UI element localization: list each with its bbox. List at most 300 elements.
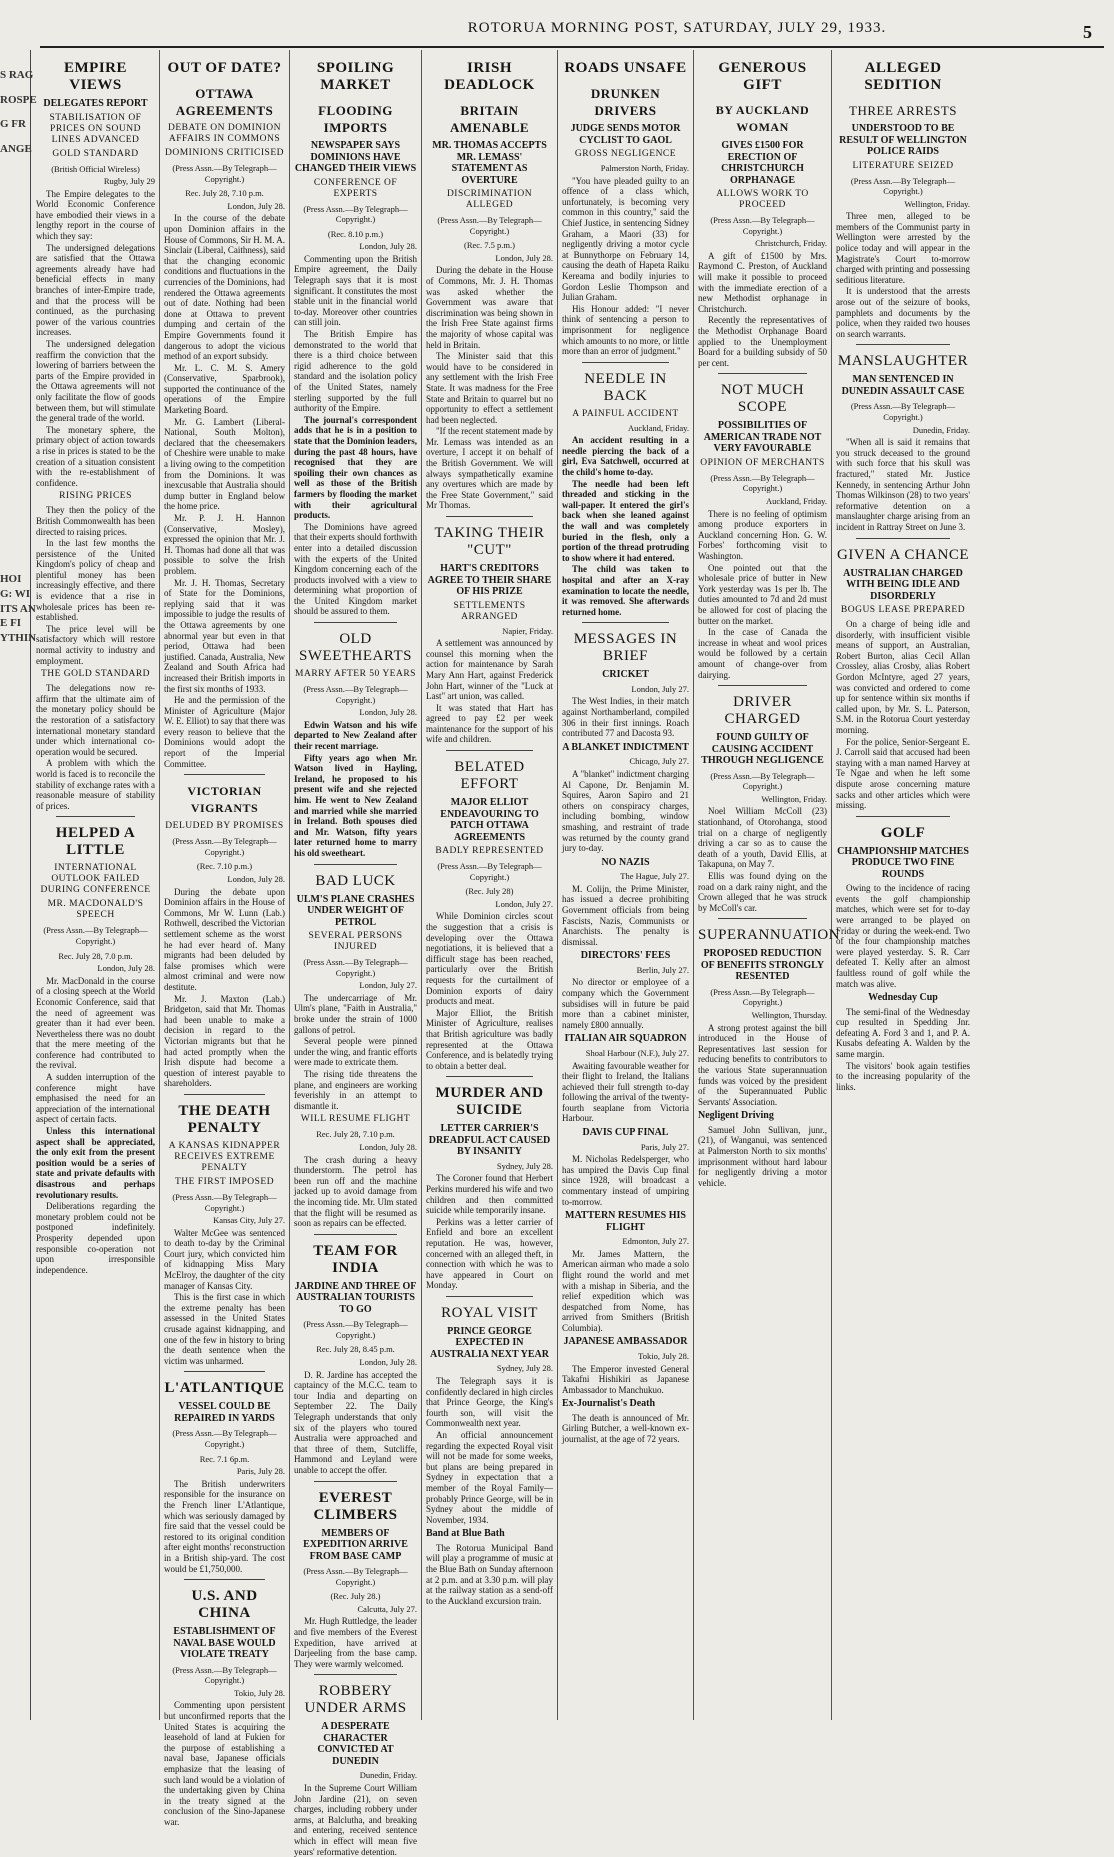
article-body — [562, 696, 689, 738]
article-body-bold — [294, 415, 417, 521]
divider — [718, 373, 807, 374]
credit-line: (British Official Wireless) — [51, 163, 140, 174]
brief-subhead: A BLANKET INDICTMENT — [562, 741, 689, 753]
article-body — [562, 884, 689, 948]
received-line: (Rec. 7.5 p.m.) — [464, 240, 515, 251]
article-body — [562, 1154, 689, 1207]
paragraph: The undercarriage of Mr. Ulm's plane, "Faith in Australia," broke under the strain of 1000 gallons of petrol. — [294, 992, 417, 1035]
article-body — [698, 806, 827, 913]
paragraph: The death is announced of Mr. Girling Butcher, a well-known ex-journalist, at the age of 72 years. — [562, 1412, 689, 1445]
headline: ROBBERY UNDER ARMS — [304, 1683, 407, 1717]
headline: MURDER AND SUICIDE — [435, 1085, 544, 1119]
paragraph: Owing to the incidence of racing events the golf championship matches, which were set for to-day were arranged to be played on Friday or during the week-end. Two of the four championship matches were played yesterday. S. R. Carr defeated T. Kelly after an almost faultless round of golf while the match was alive. — [836, 883, 970, 989]
paragraph: The Minister said that this would have to be considered in any settlement with the Irish Free State. It was madness for the Free State and Britain to quarrel but no opportunity to effect a settlement had been neglected. — [426, 351, 553, 425]
dateline: London, July 28. — [97, 963, 155, 974]
subheadline: THE FIRST IMPOSED — [174, 1176, 275, 1187]
brief-subhead: JAPANESE AMBASSADOR — [563, 1336, 688, 1348]
article-body — [294, 1370, 417, 1476]
brief-subhead: NO NAZIS — [601, 856, 650, 868]
divider — [582, 362, 669, 363]
brief-subhead: ITALIAN AIR SQUADRON — [564, 1033, 687, 1045]
subheadline: SEVERAL PERSONS INJURED — [308, 931, 403, 953]
dateline: London, July 28. — [227, 874, 285, 885]
headline: IRISH DEADLOCK — [444, 60, 535, 93]
column-4 — [422, 50, 558, 1720]
subheadline: BOGUS LEASE PREPARED — [840, 605, 966, 616]
credit-line: (Press Assn.—By Telegraph—Copyright.) — [850, 175, 956, 197]
article-body — [698, 251, 827, 369]
article-body — [36, 189, 155, 489]
credit-line: (Press Assn.—By Telegraph—Copyright.) — [710, 770, 815, 792]
dateline: Kansas City, July 27. — [213, 1215, 285, 1226]
column-5 — [558, 50, 694, 1720]
article-body — [294, 522, 417, 617]
subheadline: POSSIBILITIES OF AMERICAN TRADE NOT VERY FAVOURABLE — [703, 420, 822, 455]
section-subhead: Wednesday Cup — [868, 992, 938, 1004]
dateline: Tokio, July 28. — [638, 1350, 689, 1361]
article-body — [294, 1155, 417, 1229]
headline: TEAM FOR INDIA — [313, 1242, 398, 1276]
paragraph: Ellis was found dying on the road on a dark rainy night, and the Crown alleged that he was struck by McColl's car. — [698, 870, 827, 913]
column-7 — [832, 50, 974, 1720]
divider — [56, 816, 135, 817]
article-body — [836, 211, 970, 339]
paragraph: Major Elliot, the British Minister of Agriculture, realises that British agriculture was badly represented at the Ottawa Conference, and is belatedly trying to obtain a better deal. — [426, 1007, 553, 1071]
subheadline: MAN SENTENCED IN DUNEDIN ASSAULT CASE — [841, 374, 965, 397]
credit-line: (Press Assn.—By Telegraph—Copyright.) — [437, 215, 542, 236]
paragraph: An accident resulting in a needle piercing the back of a girl, Eva Satchwell, occurred at the child's home to-day. — [562, 435, 689, 478]
paragraph: Walter McGee was sentenced to death to-day by the Criminal Court jury, which convicted him of kidnapping Miss Mary McElroy, the daughter of the city manager of Kansas City. — [164, 1227, 285, 1291]
article-body — [562, 176, 689, 357]
paragraph: The Coroner found that Herbert Perkins murdered his wife and two children and then committed suicide while temporarily insane. — [426, 1173, 553, 1216]
paragraph: Three men, alleged to be members of the Communist party in Wellington were arrested by the police today and will appear in the Magistrate's Court to-morrow charged with printing and possessing seditious literature. — [836, 211, 970, 285]
article-body — [698, 1125, 827, 1189]
paragraph: A strong protest against the bill introduced in the House of Representatives last session for reducing benefits to contributors to the various State superannuation funds was voiced by the president of the Superannuated Public Servants' Association. — [698, 1022, 827, 1107]
subheadline: STABILISATION OF PRICES ON SOUND LINES ADVANCED — [49, 112, 142, 145]
paragraph: "You have pleaded guilty to an offence of a class which, unfortunately, is becoming very common in this country," said the Chief Justice, in sentencing Sidney Graham, a Maori (33) for negligently driving a motor cycle at Bunnythorpe on February 14, causing the death of Hapeta Raiku Kereama and bodily injuries to Gordon Leslie Thompson and Julian Graham. — [562, 175, 689, 303]
headline: ROADS UNSAFE — [564, 60, 687, 76]
subheadline: ULM'S PLANE CRASHES UNDER WEIGHT OF PETROL — [296, 893, 415, 928]
article-body — [426, 1376, 553, 1525]
edge-fragment: S RAG — [0, 69, 34, 81]
credit-line: (Press Assn.—By Telegraph—Copyright.) — [437, 861, 542, 882]
headline: BAD LUCK — [315, 872, 396, 889]
paragraph: Perkins was a letter carrier of Enfield and bore an excellent reputation. He was, however, concerned with an alleged theft, in connection with which he was to have appeared in Court on Monday. — [426, 1216, 553, 1291]
subheadline: DELUDED BY PROMISES — [165, 821, 284, 832]
divider — [314, 1234, 397, 1235]
headline: SUPERANNUATION — [698, 927, 841, 944]
subheadline: GROSS NEGLIGENCE — [574, 149, 677, 159]
article-body — [164, 1479, 285, 1574]
dateline: The Hague, July 27. — [620, 871, 689, 882]
divider — [314, 1674, 397, 1675]
dateline: Shoal Harbour (N.F.), July 27. — [585, 1047, 689, 1058]
paragraph: Awaiting favourable weather for their flight to Ireland, the Italians achieved their full strength to-day following the arrival of the twenty-fourth seaplane from Victoria Harbour. — [562, 1060, 689, 1124]
edge-fragment: ITS AN — [0, 602, 36, 615]
received-line: (Rec. 8.10 p.m.) — [327, 228, 384, 239]
subheadline: AUSTRALIAN CHARGED WITH BEING IDLE AND DISORDERLY — [843, 567, 963, 602]
paragraph: The undersigned delegation reaffirm the conviction that the lowering of barriers between the parts of the Empire provided in the Ottawa agreements will not only facilitate the flow of goods between them, but will stimulate the general trade of the world. — [36, 339, 155, 424]
headline: TAKING THEIR "CUT" — [434, 525, 545, 559]
article-body — [562, 769, 689, 854]
received-line: (Rec. July 28.) — [330, 1591, 381, 1602]
subheadline: MEMBERS OF EXPEDITION ARRIVE FROM BASE CAMP — [303, 1527, 408, 1562]
dateline: Napier, Friday. — [502, 625, 553, 636]
divider — [314, 864, 397, 865]
received-line: (Rec. July 28) — [465, 886, 514, 897]
article-body — [698, 509, 827, 681]
paragraph: M. Colijn, the Prime Minister, has issued a decree prohibiting Government officials from being Fascists, Nazis, Communists or Anarchists. The penalty is dismissal. — [562, 883, 689, 947]
paragraph: While Dominion circles scout the suggestion that a crisis is developing over the Ottawa negotiations, it is believed that a difficult stage has been reached, particularly over the British requests for the curtailment of Dominion exports of dairy products and meat. — [426, 911, 553, 1007]
article-body — [836, 883, 970, 989]
paragraph: An official announcement regarding the expected Royal visit will not be made for some weeks, but plans are being prepared in Sydney in expectation that a member of the Royal Family—probably Prince George, will be in Sydney about the middle of November, 1934. — [426, 1430, 553, 1525]
paragraph: One pointed out that the wholesale price of butter in New York yesterday was 1s per lb. The duties amounted to 7d and 2d must be allowed for cost of placing the butter on the market. — [698, 562, 827, 626]
headline: BELATED EFFORT — [454, 759, 525, 793]
dateline: Berlin, July 27. — [636, 964, 689, 975]
section-subhead: THE GOLD STANDARD — [40, 669, 151, 680]
article-body — [562, 1413, 689, 1445]
dateline: Auckland, Friday. — [627, 422, 689, 433]
article-body — [426, 1173, 553, 1291]
paragraph: The rising tide threatens the plane, and engineers are working feverishly in an attempt to dismantle it. — [294, 1069, 417, 1111]
section-subhead: RISING PRICES — [59, 491, 132, 502]
divider — [446, 750, 533, 751]
article-body — [562, 1364, 689, 1396]
article-body — [36, 505, 155, 666]
dateline: London, July 27. — [359, 980, 417, 991]
credit-line: (Press Assn.—By Telegraph—Copyright.) — [172, 163, 277, 184]
paragraph: The Telegraph says it is confidently declared in high circles that Prince George, the King's fourth son, will visit the Commonwealth next year. — [426, 1376, 553, 1429]
paragraph: The child was taken to hospital and after an X-ray examination to locate the needle, it was removed. She afterwards returned home. — [562, 564, 689, 617]
dateline: London, July 28. — [359, 241, 417, 252]
subheadline: PRINCE GEORGE EXPECTED IN AUSTRALIA NEXT YEAR — [430, 1325, 549, 1360]
paragraph: In the last few months the persistence of the United Kingdom's policy of cheap and plentiful money has been increasingly effective, and there is evidence that a rise in wholesale prices has been re-established. — [36, 538, 155, 623]
subheadline: DISCRIMINATION ALLEGED — [446, 189, 533, 210]
brief-subhead: MATTERN RESUMES HIS FLIGHT — [565, 1210, 686, 1233]
subheadline: JUDGE SENDS MOTOR CYCLIST TO GAOL — [570, 123, 681, 146]
paragraph: The British underwriters responsible for the insurance on the French liner L'Atlantique, which was seriously damaged by fire said that the vessel could be restored to its original condition after eight months' reconstruction in a British ship-yard. The cost would be £1,750,000. — [164, 1478, 285, 1574]
subheadline: HART'S CREDITORS AGREE TO THEIR SHARE OF HIS PRIZE — [427, 563, 552, 598]
headline: GENEROUS GIFT — [718, 60, 807, 93]
article-body — [164, 1228, 285, 1367]
article-body — [836, 619, 970, 811]
headline: MESSAGES IN BRIEF — [573, 631, 678, 665]
columns — [0, 50, 1114, 1857]
dateline: Paris, July 28. — [236, 1466, 285, 1477]
subheadline: JARDINE AND THREE OF AUSTRALIAN TOURISTS TO GO — [294, 1280, 417, 1315]
credit-line: (Press Assn.—By Telegraph—Copyright.) — [710, 215, 815, 236]
paragraph: For the police, Senior-Sergeant E. J. Carroll said that accused had been staying with a man named Harvey at Te Ngae and when he left some dispute arose concerning mature sacks and other articles which were missing. — [836, 736, 970, 811]
paragraph: It was stated that Hart has agreed to pay £2 per week maintenance for the support of his wife and children. — [426, 702, 553, 745]
received-line: Rec. 7.1 6p.m. — [199, 1453, 250, 1464]
paragraph: Mr. J. Maxton (Lab.) Bridgeton, said that Mr. Thomas had been unable to make a decision in regard to the Victorian migrants but that he had acted promptly when the Irish dispute had become a question of interest payable to shareholders. — [164, 993, 285, 1089]
subheadline: CHAMPIONSHIP MATCHES PRODUCE TWO FINE ROUNDS — [837, 845, 969, 880]
dateline: Chicago, July 27. — [629, 756, 689, 767]
edge-fragment: E FI — [0, 617, 22, 630]
column-2 — [160, 50, 290, 1827]
article-body — [294, 1616, 417, 1669]
divider — [856, 538, 950, 539]
article-body-bold — [562, 435, 689, 617]
paragraph: During the debate in the House of Commons, Mr. J. H. Thomas was asked whether the Government was aware that discrimination was being shown in the Irish Free State against firms the majority of whose capital was held in Britain. — [426, 265, 553, 350]
subheadline: PROPOSED REDUCTION OF BENEFITS STRONGLY RESENTED — [700, 948, 825, 983]
brief-subhead: DIRECTORS' FEES — [580, 950, 671, 962]
dateline: Rugby, July 29 — [103, 176, 155, 187]
article-body — [294, 993, 417, 1112]
divider — [856, 344, 950, 345]
credit-line: (Press Assn.—By Telegraph—Copyright.) — [303, 957, 408, 978]
subheadline: LITERATURE SEIZED — [852, 160, 954, 171]
top-rule — [40, 46, 1104, 48]
subheadline: THREE ARRESTS — [849, 103, 957, 118]
subheadline: BRITAIN AMENABLE — [449, 103, 530, 135]
headline: MANSLAUGHTER — [837, 353, 969, 370]
subheadline: BY AUCKLAND WOMAN — [715, 103, 810, 134]
paragraph: On a charge of being idle and disorderly, with insufficient visible means of support, an Australian, Robert Burton, alias Cecil Allan Crossley, alias Crosby, alias Robert Gordon McIntyre, aged 27 years, was convicted and ordered to come up for sentence within six months if called upon, by Mr. S. L. Paterson, S.M. in the Rotorua Court yesterday morning. — [836, 619, 970, 735]
paragraph: The journal's correspondent adds that he is in a position to state that the Dominion leaders, during the past 48 hours, have recognised that they are spoiling their own chances as well as those of the British farmers by flooding the market with their agricultural products. — [294, 414, 417, 521]
paragraph: The Dominions have agreed that their experts should forthwith enter into a detailed discussion with the experts of the United Kingdom concerning each of the products involved with a view to determining what proportion of the United Kingdom market should be assured to them. — [294, 521, 417, 617]
article-body — [164, 213, 285, 769]
paragraph: Mr. L. C. M. S. Amery (Conservative, Sparbrook), supported the continuance of the operations of the Empire Marketing Board. — [164, 362, 285, 416]
paragraph: Mr. P. J. H. Hannon (Conservative, Mosley), expressed the opinion that Mr. J. H. Thomas had done all that was possible to solve the Irish problem. — [164, 513, 285, 576]
article-body — [426, 638, 553, 745]
paragraph: A settlement was announced by counsel this morning when the action for maintenance by Sarah Mary Ann Hart, against Frederick John Hart, winner of the "Luck at Last" art union, was called. — [426, 638, 553, 702]
subheadline: MAJOR ELLIOT ENDEAVOURING TO PATCH OTTAWA AGREEMENTS — [440, 797, 539, 843]
credit-line: (Press Assn.—By Telegraph—Copyright.) — [43, 925, 148, 946]
paragraph: The delegations now re-affirm that the ultimate aim of the monetary policy should be the restoration of a satisfactory international monetary standard under which international co-operation would be secured. — [36, 683, 155, 757]
subheadline: VESSEL COULD BE REPAIRED IN YARDS — [174, 1401, 275, 1424]
article-body — [294, 1783, 417, 1857]
headline: DRIVER CHARGED — [724, 694, 801, 728]
subheadline: ESTABLISHMENT OF NAVAL BASE WOULD VIOLATE TREATY — [173, 1626, 276, 1661]
paragraph: This is the first case in which the extreme penalty has been assessed in the United States crusade against kidnapping, and one of the few in history to bring the death sentence when the victim was unharmed. — [164, 1292, 285, 1366]
received-line: Rec. July 28, 8.45 p.m. — [316, 1344, 395, 1355]
dateline: London, July 27. — [631, 683, 689, 694]
dateline: Wellington, Thursday. — [751, 1010, 827, 1020]
subheadline: DOMINIONS CRITICISED — [165, 148, 284, 158]
subheadline: GIVES £1500 FOR ERECTION OF CHRISTCHURCH ORPHANAGE — [721, 140, 804, 186]
divider — [314, 622, 397, 623]
received-line: Rec. July 28, 7.10 p.m. — [316, 1129, 395, 1140]
paragraph: A problem with which the world is faced is to reconcile the stability of exchange rates with a reasonable measure of stability of prices. — [36, 758, 155, 811]
paragraph: "If the recent statement made by Mr. Lemass was intended as an overture, I accept it on behalf of the British Government. We will always sympathetically examine any overtures which are made by the Free State Government," said Mr Thomas. — [426, 426, 553, 511]
dateline: Paris, July 27. — [640, 1141, 689, 1152]
subheadline: A KANSAS KIDNAPPER RECEIVES EXTREME PENALTY — [168, 1140, 281, 1173]
headline: ROYAL VISIT — [441, 1304, 538, 1321]
paragraph: The Empire delegates to the World Economic Conference have embodied their views in a lengthy report in the course of which they say: — [36, 188, 155, 242]
paragraph: Deliberations regarding the monetary problem could not be postponed indefinitely. Prosperity depended upon responsible co-operation not upon irresponsible independence. — [36, 1201, 155, 1275]
subheadline: A PAINFUL ACCIDENT — [572, 408, 679, 419]
subheadline: SETTLEMENTS ARRANGED — [453, 600, 526, 622]
paragraph: He and the permission of the Minister of Agriculture (Major W. E. Elliot) to say that there was every reason to believe that the Dominions would adopt the report of the Imperial Committee. — [164, 695, 285, 769]
section-subhead: Band at Blue Bath — [426, 1528, 505, 1540]
subheadline: MR. THOMAS ACCEPTS MR. LEMASS' STATEMENT AS OVERTURE — [432, 140, 547, 186]
subheadline: MARRY AFTER 50 YEARS — [295, 669, 416, 680]
headline: OLD SWEETHEARTS — [299, 631, 412, 665]
headline: L'ATLANTIQUE — [164, 1380, 285, 1397]
dateline: London, July 27. — [495, 898, 553, 909]
edge-fragment: G FR — [0, 118, 26, 131]
credit-line: (Press Assn.—By Telegraph—Copyright.) — [303, 203, 408, 225]
paragraph: M. Nicholas Redelsperger, who has umpired the Davis Cup final since 1928, will broadcast a commentary instead of umpiring to-morrow. — [562, 1154, 689, 1207]
dateline: London, July 28. — [359, 1141, 417, 1152]
headline: U.S. AND CHINA — [191, 1588, 258, 1622]
credit-line: (Press Assn.—By Telegraph—Copyright.) — [303, 684, 408, 705]
article-body — [36, 976, 155, 1276]
credit-line: (Press Assn.—By Telegraph—Copyright.) — [303, 1566, 408, 1587]
dateline: Edmonton, July 27. — [622, 1236, 689, 1247]
paragraph: The visitors' book again testifies to the increasing popularity of the links. — [836, 1060, 970, 1092]
divider — [718, 685, 807, 686]
subheadline: DRUNKEN DRIVERS — [590, 86, 661, 118]
paragraph: In the case of Canada the increase in wheat and wool prices would be followed by a certain amount of change-over from dairying. — [698, 627, 827, 680]
headline: NOT MUCH SCOPE — [720, 382, 805, 416]
paragraph: The semi-final of the Wednesday cup resulted in Spedding Jnr. defeating A. Ford 3 and 1, and P. A. Kusabs defeating A. Walden by the same margin. — [836, 1006, 970, 1060]
brief-subhead: CRICKET — [602, 669, 649, 681]
paragraph: They then the policy of the British Commonwealth has been directed to raising prices. — [36, 505, 155, 537]
dateline: London, July 28. — [227, 200, 285, 211]
headline: OUT OF DATE? — [167, 60, 282, 76]
edge-fragment: ROSPE — [0, 93, 37, 106]
paragraph: It is understood that the arrests arose out of the seizure of books, pamphlets and documents by the police, when they raided two houses on search warrants. — [836, 286, 970, 339]
edge-fragment: G: WI — [0, 587, 31, 600]
masthead: ROTORUA MORNING POST, SATURDAY, JULY 29, 1933. — [467, 20, 887, 36]
headline: THE DEATH PENALTY — [178, 1102, 271, 1136]
subheadline: FOUND GUILTY OF CAUSING ACCIDENT THROUGH NEGLIGENCE — [701, 732, 824, 767]
article-body — [562, 1061, 689, 1125]
credit-line: (Press Assn.—By Telegraph—Copyright.) — [172, 1191, 277, 1213]
subheadline: OTTAWA AGREEMENTS — [175, 86, 274, 118]
headline: EMPIRE VIEWS — [64, 60, 127, 93]
divider — [446, 516, 533, 517]
divider — [582, 622, 669, 623]
edge-fragment: YTHIN — [0, 631, 37, 644]
article-body — [426, 265, 553, 511]
subheadline: GOLD STANDARD — [52, 148, 139, 159]
divider — [446, 1296, 533, 1297]
paragraph: Commenting upon the British Empire agreement, the Daily Telegraph says that it is most significant. It constitutes the most stable unit in the financial world to-day. Moreover other countries can still join. — [294, 253, 417, 328]
article-body — [562, 977, 689, 1030]
paragraph: The Rotorua Municipal Band will play a programme of music at the Blue Bath on Sunday afternoon at 2 p.m. and at 3.30 p.m. will play at the railway station as a send-off to the Auckland excursion train. — [426, 1542, 553, 1606]
headline: VICTORIAN VIGRANTS — [187, 784, 262, 816]
paragraph: Fifty years ago when Mr. Watson lived in Hayling, Ireland, he proposed to his present wife and she rejected him. He went to New Zealand and married while she married in Ireland. Both spouses died and Mr. Watson, fifty years later returned home to marry his old sweetheart. — [294, 752, 417, 858]
subheadline: INTERNATIONAL OUTLOOK FAILED DURING CONFERENCE — [40, 863, 151, 896]
dateline: London, July 28. — [359, 707, 417, 718]
column-6 — [694, 50, 841, 1720]
credit-line: (Press Assn.—By Telegraph—Copyright.) — [172, 1428, 277, 1449]
dateline: Calcutta, July 27. — [357, 1603, 417, 1614]
paragraph: The monetary sphere, the primary object of action towards a rise in prices is stated to be the creation of a situation consistent with the re-establishment of confidence. — [36, 424, 155, 488]
dateline: London, July 28. — [495, 252, 553, 263]
paragraph: Unless this international aspect shall be appreciated, the only exit from the present position would be a series of state and private defaults with disastrous and perhaps revolutionary results. — [36, 1126, 155, 1200]
divider — [184, 774, 265, 775]
edge-fragment: ANGE — [0, 142, 32, 155]
headline: NEEDLE IN BACK — [584, 370, 667, 404]
paragraph: The British Empire has demonstrated to the world that there is a third choice between rigid adherence to the gold standard and the isolation policy of the United States, namely sterling supported by the full authority of the Empire. — [294, 329, 417, 414]
subheadline: CONFERENCE OF EXPERTS — [313, 177, 398, 199]
credit-line: (Press Assn.—By Telegraph—Copyright.) — [710, 986, 815, 1008]
subheadline: NEWSPAPER SAYS DOMINIONS HAVE CHANGED THEIR VIEWS — [294, 140, 417, 174]
divider — [184, 1371, 265, 1372]
article-body-bold — [294, 720, 417, 859]
article-body — [426, 1543, 553, 1607]
dateline: Palmerston North, Friday. — [600, 163, 689, 173]
paragraph: No director or employee of a company which the Government subsidises will in future be paid more than a cabinet minister, namely £800 annually. — [562, 977, 689, 1030]
paragraph: D. R. Jardine has accepted the captaincy of the M.C.C. team to tour India and departing on September 22. The Daily Telegraph understands that only six of the players who toured Australia were approached and that three of them, Sutcliffe, Hammond and Leyland were unable to accept the offer. — [294, 1369, 417, 1475]
paragraph: Mr. MacDonald in the course of a closing speech at the World Economic Conference, said that the need of agreement was greater than it had ever been. Nevertheless there was no doubt that the mere meeting of the conference had contributed to the revival. — [36, 975, 155, 1071]
article-body — [164, 1700, 285, 1827]
subheadline: OPINION OF MERCHANTS — [700, 457, 825, 468]
subheadline: UNDERSTOOD TO BE RESULT OF WELLINGTON POLICE RAIDS — [839, 123, 967, 157]
subheadline: MR. MACDONALD'S SPEECH — [47, 899, 144, 921]
article-body — [698, 1023, 827, 1108]
paragraph: Mr. G. Lambert (Liberal-National, South Molton), declared that the cheesemakers of Cheshire were unable to make a living owing to the competition from the Dominions. It was inexcusable that Australia should dump butter in England below the home price. — [164, 416, 285, 512]
column-1 — [32, 50, 160, 1720]
dateline: Tokio, July 28. — [234, 1687, 285, 1698]
headline: SPOILING MARKET — [316, 60, 395, 93]
section-subhead: WILL RESUME FLIGHT — [300, 1114, 411, 1125]
paragraph: In the course of the debate upon Dominion affairs in the House of Commons, Sir H. M. A. Sinclair (Liberal, Caithness), said that the changing economic conditions and fluctuations in the currencies of the Dominions, had rendered the Ottawa agreements out of date. Nothing had been done at Ottawa to prevent dumping and certain of the Empire Governments found it dangerous to adopt the vicious method of an export subsidy. — [164, 213, 286, 362]
dateline: London, July 28. — [359, 1357, 417, 1367]
divider — [446, 1076, 533, 1077]
divider — [184, 1579, 265, 1580]
received-line: Rec. July 28, 7.0 p.m. — [58, 950, 133, 961]
paragraph: There is no feeling of optimism among produce exporters in Auckland concerning Hon. G. W. Forbes' forthcoming visit to Washington. — [698, 508, 827, 561]
dateline: Sydney, July 28. — [496, 1363, 553, 1374]
paragraph: Noel William McColl (23) stationhand, of Otorohanga, stood trial on a charge of negligently driving a car so as to cause the death of a youth, David Ellis, at Takapuna, on May 7. — [698, 806, 827, 870]
paragraph: Samuel John Sullivan, junr., (21), of Wanganui, was sentenced at Palmerston North to six months' imprisonment without hard labour for negligently driving a motor vehicle. — [698, 1124, 827, 1188]
divider — [184, 1094, 265, 1095]
headline: EVEREST CLIMBERS — [313, 1489, 398, 1523]
paragraph: Commenting upon persistent but unconfirmed reports that the United States is acquiring the leasehold of land at Fukien for the purpose of establishing a naval base, Japanese officials emphasize that the leasing of such land would be a violation of the undertaking given by China in the treaty signed at the conclusion of the Sino-Japanese war. — [164, 1700, 285, 1827]
subheadline: ALLOWS WORK TO PROCEED — [716, 189, 809, 210]
credit-line: (Press Assn.—By Telegraph—Copyright.) — [303, 1319, 408, 1340]
subheadline: DELEGATES REPORT — [43, 98, 148, 109]
paragraph: Mr. Hugh Ruttledge, the leader and five members of the Everest Expedition, have arrived at Darjeeling from the base camp. They were warmly welcomed. — [294, 1616, 417, 1669]
article-body — [836, 437, 970, 532]
received-line: (Rec. 7.10 p.m.) — [196, 861, 253, 872]
subheadline: FLOODING IMPORTS — [318, 103, 393, 135]
column-3 — [290, 50, 422, 1857]
paragraph: Mr. James Mattern, the American airman who made a solo flight round the world and met with a mishap in Siberia, and the relief expedition which was despatched from Nome, has arrived from Smithers (British Columbia). — [562, 1248, 689, 1333]
paragraph: Recently the representatives of the Methodist Orphanage Board applied to the Unemployment Board for a building subsidy of 50 per cent. — [698, 315, 827, 368]
section-subhead: Ex-Journalist's Death — [562, 1398, 656, 1410]
paragraph: The needle had been left threaded and sticking in the wall-paper. It entered the girl's back when she leaned against the wall and was completely buried in the flesh, only a portion of the thread protruding to show where it had entered. — [562, 478, 689, 563]
credit-line: (Press Assn.—By Telegraph—Copyright.) — [172, 836, 277, 857]
dateline: Auckland, Friday. — [765, 496, 827, 506]
paragraph: Several people were pinned under the wing, and frantic efforts were made to extricate them. — [294, 1036, 417, 1068]
paragraph: The price level will be satisfactory which will restore normal activity to industry and employment. — [36, 623, 155, 666]
dateline: Dunedin, Friday. — [359, 1770, 417, 1781]
paragraph: During the debate upon Dominion affairs in the House of Commons, Mr W. Lunn (Lab.) Rothwell, described the Victorian settlement scheme as the worst he had ever heard of. Many migrants had been deluded by false promises which were almost criminal and were now destitute. — [164, 886, 285, 992]
subheadline: A DESPERATE CHARACTER CONVICTED AT DUNEDIN — [317, 1721, 394, 1767]
paragraph: A sudden interruption of the conference might have emphasised the need for an appreciation of the international aspect of certain facts. — [36, 1072, 155, 1125]
article-body — [562, 1249, 689, 1334]
paragraph: "When all is said it remains that you struck deceased to the ground with such force that his skull was fractured," stated Mr. Justice Kennedy, in sentencing Arthur John Thomas Wilkinson (28) to two years' reformative detention on a manslaughter charge arising from an incident in Rattray Street on June 3. — [836, 437, 970, 532]
article-body — [836, 1007, 970, 1093]
subheadline: BADLY REPRESENTED — [435, 846, 544, 857]
divider — [314, 1481, 397, 1482]
dateline: Wellington, Friday. — [761, 793, 827, 804]
headline: GIVEN A CHANCE — [836, 546, 969, 563]
divider — [856, 816, 950, 817]
article-body — [36, 683, 155, 811]
headline: ALLEGED SEDITION — [864, 60, 942, 93]
article-body — [294, 254, 417, 414]
paragraph: The undersigned delegations are satisfied that the Ottawa agreements already have had beneficial effects in many branches of inter-Empire trade, and that the process will be continued, as the purchasing power of the various countries increases. — [36, 242, 155, 338]
paragraph: The West Indies, in their match against Northamberland, compiled 306 in their first innings. Roach contributed 77 and Dacosta 93. — [562, 696, 689, 739]
article-body — [426, 911, 553, 1071]
